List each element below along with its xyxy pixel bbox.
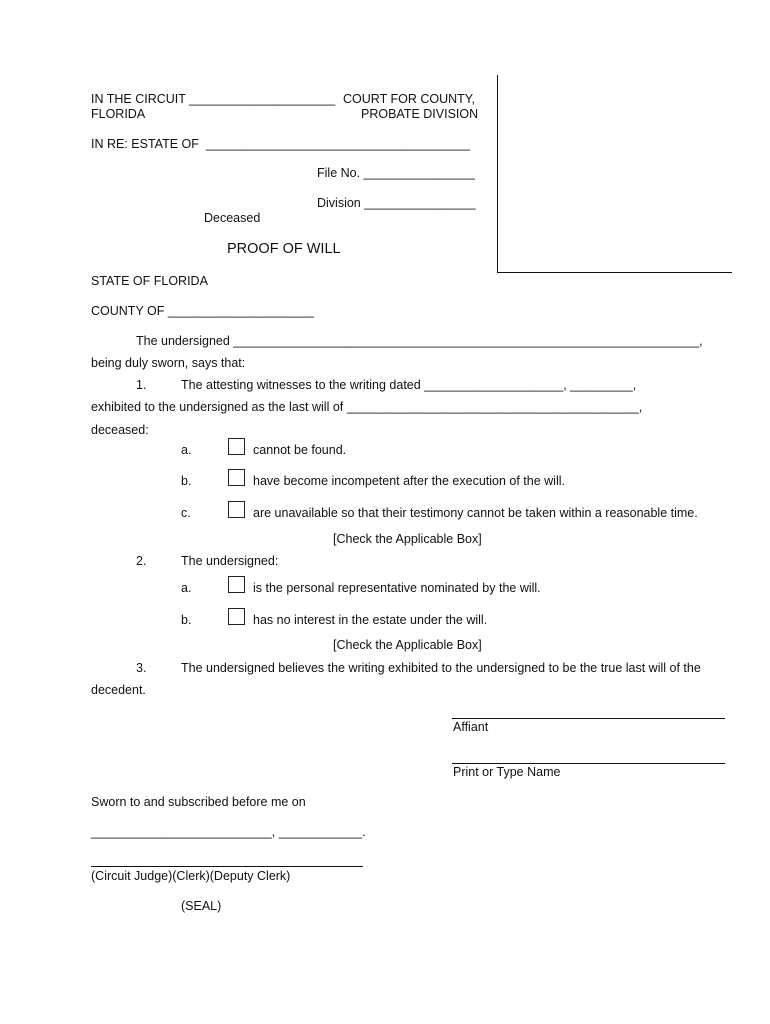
option-2b-letter: b. <box>181 613 192 627</box>
file-number: File No. ________________ <box>317 166 475 180</box>
exhibited-line: exhibited to the undersigned as the last will of __________________________________________, <box>91 400 643 414</box>
option-2a-text: is the personal representative nominated by the will. <box>253 581 541 595</box>
deceased-colon: deceased: <box>91 423 149 437</box>
caption-florida: FLORIDA <box>91 107 146 121</box>
official-title: (Circuit Judge)(Clerk)(Deputy Clerk) <box>91 869 291 883</box>
division-field: Division ________________ <box>317 196 476 210</box>
check-note-2: [Check the Applicable Box] <box>333 638 482 652</box>
caption-probate-division: PROBATE DIVISION <box>361 107 479 121</box>
option-1b-letter: b. <box>181 474 192 488</box>
affiant-label: Affiant <box>453 720 489 734</box>
clerk-box-left-border <box>497 75 498 273</box>
option-1a-letter: a. <box>181 443 192 457</box>
item-2-text: The undersigned: <box>181 554 279 568</box>
item-1-text: The attesting witnesses to the writing dated ____________________, _________, <box>181 378 637 392</box>
undersigned-line: The undersigned ___________________________________________________________________, <box>136 334 703 348</box>
deceased-label: Deceased <box>204 211 261 225</box>
option-1c-letter: c. <box>181 506 191 520</box>
sworn-before-me: Sworn to and subscribed before me on <box>91 795 306 809</box>
item-1-number: 1. <box>136 378 147 392</box>
option-2b-text: has no interest in the estate under the will. <box>253 613 488 627</box>
option-2a-letter: a. <box>181 581 192 595</box>
jurat-date-line: __________________________, ____________. <box>91 825 366 839</box>
option-1a-checkbox[interactable] <box>228 438 245 455</box>
check-note-1: [Check the Applicable Box] <box>333 532 482 546</box>
county-of: COUNTY OF _____________________ <box>91 304 314 318</box>
option-2b-checkbox[interactable] <box>228 608 245 625</box>
option-1b-checkbox[interactable] <box>228 469 245 486</box>
decedent-word: decedent. <box>91 683 146 697</box>
print-name-label: Print or Type Name <box>453 765 561 779</box>
document-title: PROOF OF WILL <box>227 241 341 257</box>
item-2-number: 2. <box>136 554 147 568</box>
state-of-florida: STATE OF FLORIDA <box>91 274 208 288</box>
option-2a-checkbox[interactable] <box>228 576 245 593</box>
option-1c-checkbox[interactable] <box>228 501 245 518</box>
seal-label: (SEAL) <box>181 899 222 913</box>
option-1b-text: have become incompetent after the execution of the will. <box>253 474 565 488</box>
option-1a-text: cannot be found. <box>253 443 347 457</box>
clerk-box-bottom-border <box>497 272 732 273</box>
print-name-line <box>452 763 725 764</box>
duly-sworn: being duly sworn, says that: <box>91 356 246 370</box>
option-1c-text: are unavailable so that their testimony cannot be taken within a reasonable time. <box>253 506 698 520</box>
item-3-number: 3. <box>136 661 147 675</box>
affiant-signature-line <box>452 718 725 719</box>
caption-circuit: IN THE CIRCUIT _____________________ <box>91 92 336 106</box>
caption-court-for-county: COURT FOR COUNTY, <box>343 92 475 106</box>
official-signature-line <box>91 866 363 867</box>
estate-of-line: IN RE: ESTATE OF ______________________________________ <box>91 137 470 151</box>
item-3-text: The undersigned believes the writing exhibited to the undersigned to be the true last will of the <box>181 661 701 675</box>
